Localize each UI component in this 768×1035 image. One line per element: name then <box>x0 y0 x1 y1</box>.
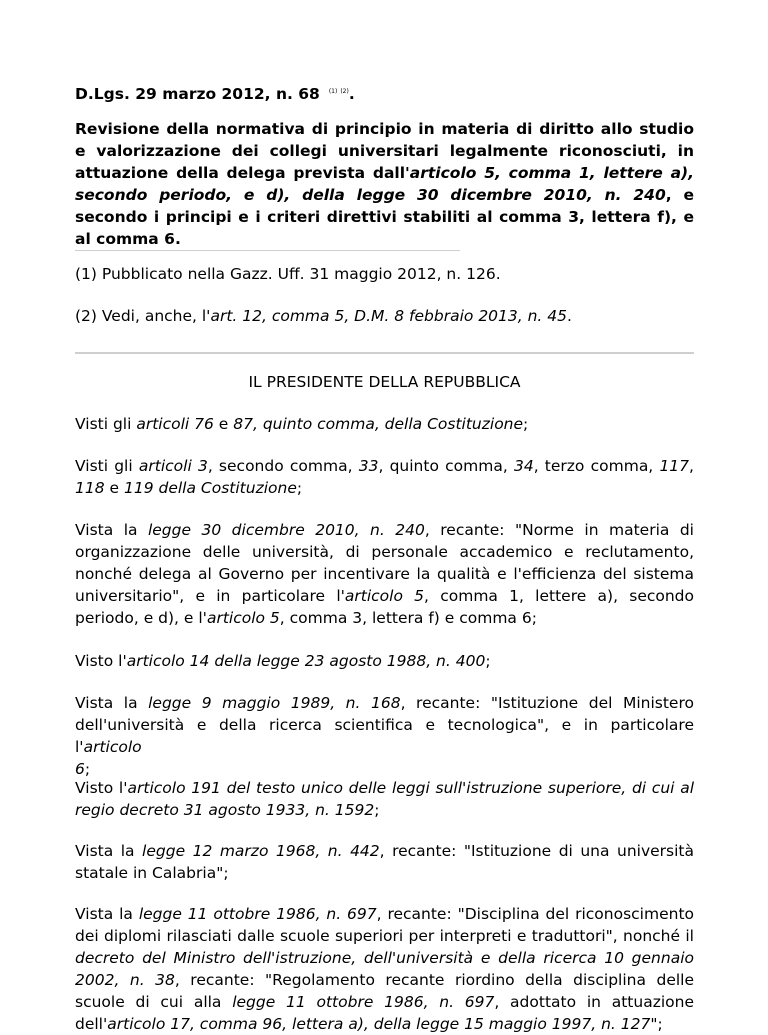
law-link[interactable]: decreto del Ministro dell'istruzione, dell'università e della ricerca 10 gennaio <box>75 949 694 967</box>
footnote-ref-1[interactable]: (1) <box>328 88 338 95</box>
paragraph-legge-168: Vista la legge 9 maggio 1989, n. 168, recante: "Istituzione del Ministero dell'università e della ricerca scientifica e tecnologica", e in particolare l'articolo 6; <box>75 694 694 778</box>
law-link[interactable]: 87, quinto comma, della Costituzione <box>233 415 524 433</box>
law-link[interactable]: regio decreto 31 agosto 1933, n. 1592 <box>75 801 375 819</box>
law-link[interactable]: articolo 14 della legge 23 agosto 1988, n. 400 <box>126 652 486 670</box>
paragraph-legge-400: Visto l'articolo 14 della legge 23 agosto 1988, n. 400; <box>75 652 491 670</box>
section-heading: IL PRESIDENTE DELLA REPUBBLICA <box>248 373 521 391</box>
header-period: . <box>348 85 355 103</box>
law-link[interactable]: legge 11 ottobre 1986, n. 697 <box>138 905 377 923</box>
title-text-end: , e secondo i principi e i criteri direttivi stabiliti al comma 3, lettera f), e al comma 6. <box>75 186 695 248</box>
title-text: Revisione della normativa di principio in materia di diritto allo studio e valorizzazione dei collegi universitari legalmente riconosciuti, in attuazione della delega prevista dall' <box>75 120 694 182</box>
law-link[interactable]: articolo 17, comma 96, lettera a), della legge 15 maggio 1997, n. 127 <box>107 1015 651 1033</box>
footnote-2-link[interactable]: art. 12, comma 5, D.M. 8 febbraio 2013, n. 45 <box>210 307 568 325</box>
law-link[interactable]: legge 12 marzo 1968, n. 442 <box>142 842 380 860</box>
divider-short <box>75 250 460 251</box>
paragraph-legge-442: Vista la legge 12 marzo 1968, n. 442, recante: "Istituzione di una università statale in Calabria"; <box>75 842 694 882</box>
footnote-2: (2) Vedi, anche, l'art. 12, comma 5, D.M. 8 febbraio 2013, n. 45. <box>75 307 572 325</box>
paragraph-legge-240: Vista la legge 30 dicembre 2010, n. 240, recante: "Norme in materia di organizzazione delle università, di personale accademico e reclutamento, nonché delega al Governo per incentivare la qualità e l'efficienza del sistema universitario", e in particolare l'articolo 5, comma 1, lettere a), secondo periodo, e d), e l'articolo 5, comma 3, lettera f) e comma 6; <box>75 521 695 627</box>
divider-long <box>75 352 694 354</box>
law-link[interactable]: 33 <box>358 457 379 475</box>
footnote-1: (1) Pubblicato nella Gazz. Uff. 31 maggio 2012, n. 126. <box>75 265 501 283</box>
paragraph-rd-1592: Visto l'articolo 191 del testo unico delle leggi sull'istruzione superiore, di cui al regio decreto 31 agosto 1933, n. 1592; <box>75 779 694 819</box>
law-link[interactable]: legge 9 maggio 1989, n. 168 <box>148 694 401 712</box>
footnote-ref-2[interactable]: (2) <box>340 88 349 95</box>
law-link[interactable]: 117 <box>659 457 690 475</box>
law-link[interactable]: articolo 191 del testo unico delle leggi sull'istruzione superiore, di cui al <box>127 779 694 797</box>
decree-header <box>75 82 355 104</box>
law-link[interactable]: 34 <box>513 457 534 475</box>
paragraph-visti-costituzione: Visti gli articoli 3, secondo comma, 33, quinto comma, 34, terzo comma, 117, 118 e 119 della Costituzione; <box>75 457 694 497</box>
law-link[interactable]: legge 11 ottobre 1986, n. 697 <box>232 993 495 1011</box>
title-law-link[interactable]: articolo 5, comma 1, lettere a), secondo periodo, e d), della legge 30 dicembre 2010, n. 240 <box>75 164 695 204</box>
law-link[interactable]: articolo 5 <box>344 587 425 605</box>
law-link[interactable]: legge 30 dicembre 2010, n. 240 <box>147 521 425 539</box>
law-link[interactable]: articoli 76 <box>136 415 214 433</box>
paragraph-visti-76-87: Visti gli articoli 76 e 87, quinto comma, della Costituzione; <box>75 415 529 433</box>
decree-reference: D.Lgs. 29 marzo 2012, n. 68 <box>75 85 320 103</box>
law-link[interactable]: 118 <box>75 479 105 497</box>
law-link[interactable]: 119 della Costituzione <box>123 479 297 497</box>
law-link[interactable]: articolo 5 <box>206 609 280 627</box>
law-link[interactable]: 2002, n. 38 <box>75 971 175 989</box>
paragraph-legge-697: Vista la legge 11 ottobre 1986, n. 697, recante: "Disciplina del riconoscimento dei diplomi rilasciati dalle scuole superiori per interpreti e traduttori", nonché il decreto del Ministro dell'istruzione, dell'università e della ricerca 10 gennaio 2002, n. 38, recante: "Regolamento recante riordino della disciplina delle scuole di cui alla legge 11 ottobre 1986, n. 697, adottato in attuazione dell'articolo 17, comma 96, lettera a), della legge 15 maggio 1997, n. 127"; <box>75 905 695 1033</box>
law-link[interactable]: 6 <box>75 760 85 778</box>
law-link[interactable]: articoli 3 <box>138 457 208 475</box>
decree-title <box>75 118 694 250</box>
law-link[interactable]: articolo <box>83 738 142 756</box>
